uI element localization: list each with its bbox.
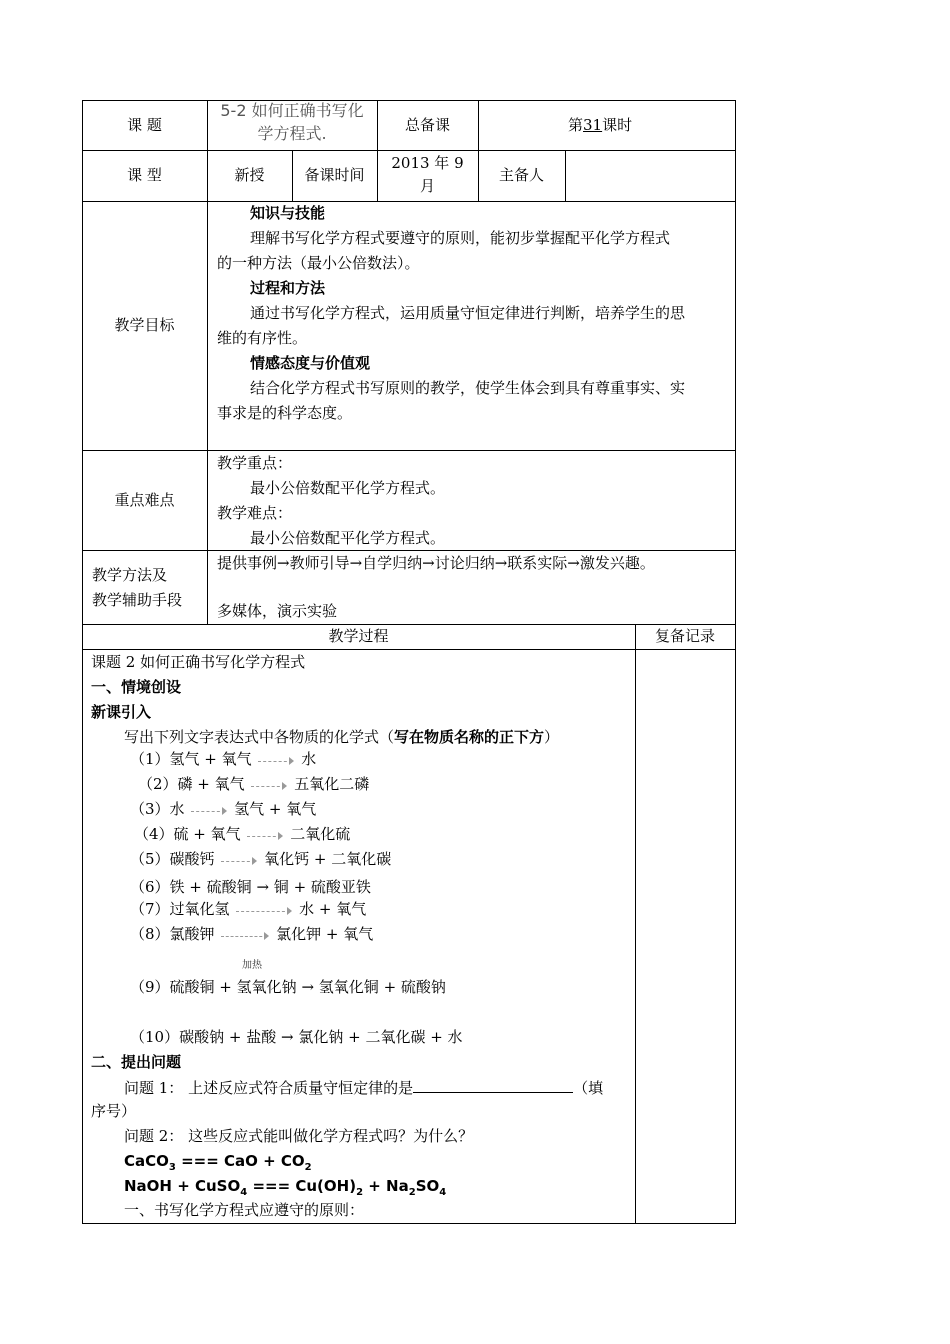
label-objectives: 教学目标 [114, 316, 175, 334]
lesson-title-line1: 5-2 如何正确书写化 [220, 101, 364, 120]
intro-instruction: 写出下列文字表达式中各物质的化学式（写在物质名称的正下方） [124, 728, 560, 746]
label-methods-line1: 教学方法及 [92, 566, 168, 584]
section-heading: 一、情境创设 [91, 678, 182, 696]
reaction-item: （4）硫 + 氧气 二氧化硫 [134, 825, 351, 843]
label-keypoints: 重点难点 [114, 491, 175, 509]
table-border-left [82, 100, 83, 1224]
objective-text: 通过书写化学方程式，运用质量守恒定律进行判断，培养学生的思 [250, 304, 686, 322]
reaction-item: （10）碳酸钠 + 盐酸 → 氯化钠 + 二氧化碳 + 水 [130, 1028, 463, 1046]
difficulty-text: 最小公倍数配平化学方程式。 [250, 529, 446, 547]
row-divider [82, 201, 736, 202]
table-border-bottom [82, 1223, 736, 1224]
row-divider [82, 450, 736, 451]
objective-heading-knowledge: 知识与技能 [250, 204, 326, 222]
table-border-right [735, 100, 736, 1224]
process-header: 教学过程 [328, 627, 389, 645]
reaction-item: （7）过氧化氢 水 + 氧气 [130, 900, 367, 918]
equation-1: CaCO$_3$ === CaO + $CO_2$ [124, 1152, 312, 1173]
period-prefix: 第 [568, 116, 584, 134]
objective-heading-attitude: 情感态度与价值观 [250, 354, 371, 372]
objective-text: 结合化学方程式书写原则的教学，使学生体会到具有尊重事实、实 [250, 379, 686, 397]
prep-time-line1: 2013 年 9 [391, 154, 464, 172]
question-1: 问题 1： 上述反应式符合质量守恒定律的是 （填 [124, 1079, 604, 1097]
col-divider [478, 100, 479, 201]
keypoint-label: 教学重点： [217, 454, 293, 472]
row-divider [82, 624, 736, 625]
question-1-cont: 序号） [91, 1102, 137, 1120]
lesson-period [568, 116, 632, 135]
arrow-icon: → [301, 978, 315, 996]
objective-text: 事求是的科学态度。 [217, 404, 353, 422]
reaction-item: （1）氢气 + 氧气 水 [130, 750, 317, 768]
methods-tools: 多媒体，演示实验 [217, 602, 338, 620]
methods-text: 提供事例→教师引导→自学归纳→讨论归纳→联系实际→激发兴趣。 [217, 554, 655, 572]
row-divider [82, 150, 736, 151]
reaction-item: （6）铁 + 硫酸铜 → 铜 + 硫酸亚铁 [130, 878, 371, 896]
question-2: 问题 2： 这些反应式能叫做化学方程式吗？为什么？ [124, 1127, 474, 1145]
process-title: 课题 2 如何正确书写化学方程式 [91, 653, 306, 671]
lesson-type-value: 新授 [234, 166, 265, 184]
difficulty-label: 教学难点： [217, 504, 293, 522]
reaction-arrow-icon [219, 853, 259, 867]
reaction-arrow-icon [245, 828, 285, 842]
label-topic: 课 题 [127, 116, 162, 134]
reaction-item: （2）磷 + 氧气 五氧化二磷 [138, 775, 370, 793]
equation-2: NaOH + CuSO$_4$ === $Cu(OH)_2 + Na_2SO_4$ [124, 1177, 447, 1198]
label-lesson-type: 课 型 [127, 166, 162, 184]
reaction-item: （3）水 氢气 + 氧气 [130, 800, 317, 818]
period-number: 31 [583, 116, 603, 134]
section-subheading: 新课引入 [91, 703, 152, 721]
reaction-item: （5）碳酸钙 氧化钙 + 二氧化碳 [130, 850, 392, 868]
period-suffix: 课时 [602, 116, 633, 134]
prep-time-line2: 月 [419, 177, 435, 195]
row-divider [82, 649, 736, 650]
arrow-icon: → [280, 1028, 294, 1046]
lesson-title-line2: 学方程式. [257, 124, 327, 143]
col-divider [565, 150, 566, 201]
objective-text: 维的有序性。 [217, 329, 308, 347]
table-border-top [82, 100, 736, 101]
section-heading: 二、提出问题 [91, 1053, 182, 1071]
col-divider [635, 624, 636, 1224]
row-divider [82, 550, 736, 551]
label-general-prep: 总备课 [404, 116, 450, 134]
reaction-item: （9）硫酸铜 + 氢氧化钠 → 氢氧化铜 + 硫酸钠 [130, 978, 446, 996]
reaction-arrow-icon [256, 753, 296, 767]
reaction-arrow-icon [234, 903, 294, 917]
reaction-arrow-icon [219, 928, 271, 942]
reaction-arrow-icon [189, 803, 229, 817]
arrow-icon: → [256, 878, 270, 896]
reaction-arrow-icon [249, 778, 289, 792]
reaction-item: （8）氯酸钾 氯化钾 + 氧气 [130, 925, 374, 943]
label-lead-preparer: 主备人 [498, 166, 544, 184]
keypoint-text: 最小公倍数配平化学方程式。 [250, 479, 446, 497]
answer-blank[interactable] [413, 1078, 573, 1093]
objective-heading-process: 过程和方法 [250, 279, 326, 297]
label-prep-time: 备课时间 [304, 166, 365, 184]
objective-text: 理解书写化学方程式要遵守的原则，能初步掌握配平化学方程式 [250, 229, 671, 247]
record-header: 复备记录 [654, 627, 715, 645]
label-methods-line2: 教学辅助手段 [92, 591, 183, 609]
objective-text: 的一种方法（最小公倍数法）。 [217, 254, 420, 272]
principles-heading: 一、书写化学方程式应遵守的原则： [124, 1201, 365, 1219]
heat-condition-label: 加热 [242, 960, 262, 971]
